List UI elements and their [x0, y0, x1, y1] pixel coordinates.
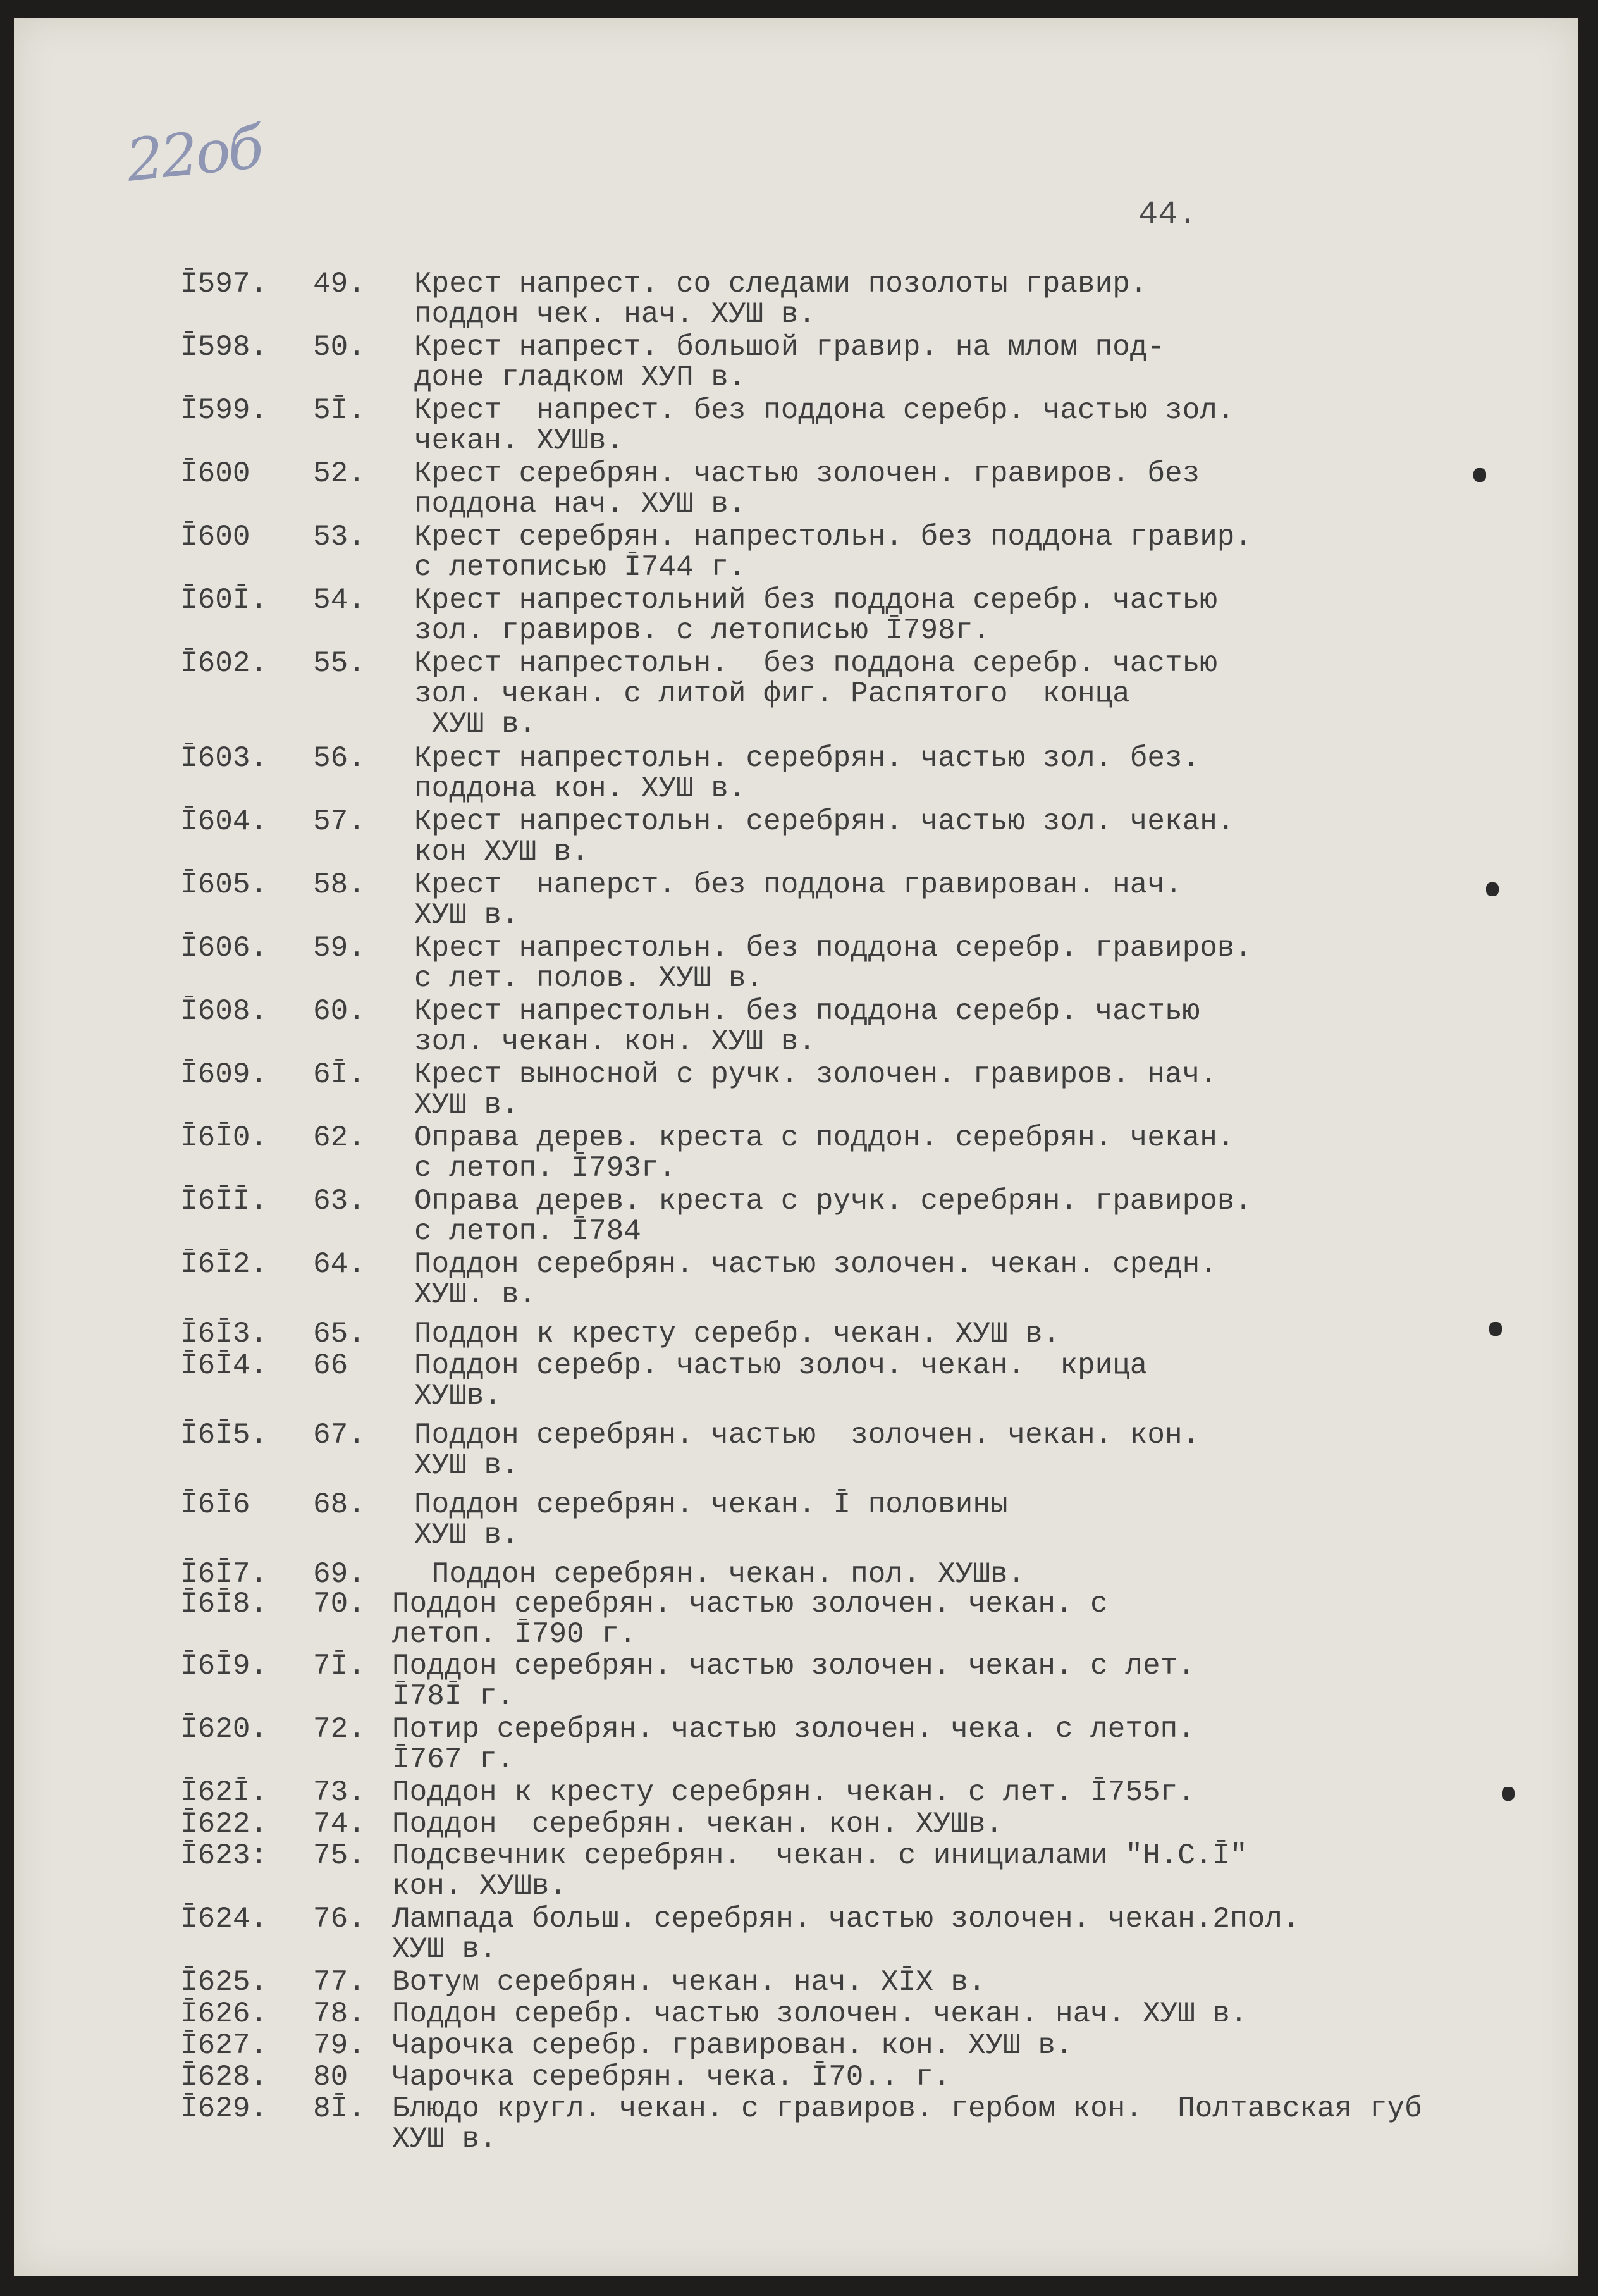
- item-description-continued: кон. ХУШв.: [392, 1870, 567, 1903]
- ink-spot: [1486, 882, 1499, 896]
- inventory-number: Ī608.: [180, 995, 268, 1028]
- item-description: Крест серебрян. частью золочен. гравиров. без: [414, 457, 1200, 490]
- item-number: 66: [313, 1349, 348, 1382]
- inventory-number: Ī600: [180, 521, 250, 553]
- item-description-continued: Ī767 г.: [392, 1743, 515, 1776]
- item-number: 52.: [313, 457, 366, 490]
- item-description: Крест серебрян. напрестольн. без поддона гравир.: [414, 521, 1253, 553]
- item-number: 65.: [313, 1318, 366, 1350]
- item-number: 56.: [313, 742, 366, 775]
- inventory-number: Ī6Ī4.: [180, 1349, 268, 1382]
- item-number: 60.: [313, 995, 366, 1028]
- item-number: 54.: [313, 584, 366, 617]
- item-description: Крест напрест. большой гравир. на млом под-: [414, 331, 1165, 364]
- item-description-continued: с летописью Ī744 г.: [414, 551, 746, 584]
- inventory-number: Ī603.: [180, 742, 268, 775]
- item-number: 70.: [313, 1588, 366, 1620]
- inventory-number: Ī605.: [180, 868, 268, 901]
- item-description: Крест напрестольн. без поддона серебр. частью: [414, 647, 1217, 680]
- item-number: 64.: [313, 1248, 366, 1281]
- item-description: Поддон серебрян. чекан. кон. ХУШв.: [392, 1808, 1004, 1841]
- item-number: 75.: [313, 1839, 366, 1872]
- item-description-continued: чекан. ХУШв.: [414, 424, 624, 457]
- inventory-number: Ī602.: [180, 647, 268, 680]
- inventory-number: Ī625.: [180, 1966, 268, 1999]
- item-description: Лампада больш. серебрян. частью золочен. чекан.2пол.: [392, 1903, 1300, 1935]
- inventory-number: Ī620.: [180, 1713, 268, 1746]
- item-number: 73.: [313, 1776, 366, 1809]
- inventory-number: Ī6Ī6: [180, 1488, 250, 1521]
- item-number: 50.: [313, 331, 366, 364]
- inventory-number: Ī6Ī3.: [180, 1318, 268, 1350]
- item-description-continued: зол. чекан. с литой фиг. Распятого конца: [414, 677, 1130, 710]
- item-description: Крест напрестольн. серебрян. частью зол. чекан.: [414, 805, 1235, 838]
- item-description: Подсвечник серебрян. чекан. с инициалами "Н.С.Ī": [392, 1839, 1248, 1872]
- item-description-continued: поддон чек. нач. ХУШ в.: [414, 298, 816, 331]
- item-description: Поддон серебр. частью золочен. чекан. нач. ХУШ в.: [392, 1997, 1248, 2030]
- inventory-number: Ī62Ī.: [180, 1776, 268, 1809]
- item-description-continued: с летоп. Ī784: [414, 1215, 641, 1248]
- item-description: Крест наперст. без поддона гравирован. нач.: [414, 868, 1183, 901]
- item-description: Поддон серебрян. частью золочен. чекан. кон.: [414, 1419, 1200, 1452]
- item-number: 80: [313, 2061, 348, 2094]
- item-description-continued: с летоп. Ī793г.: [414, 1152, 677, 1185]
- item-description: Поддон серебрян. частью золочен. чекан. с: [392, 1588, 1108, 1620]
- item-number: 55.: [313, 647, 366, 680]
- item-description: Поддон к кресту серебр. чекан. ХУШ в.: [414, 1318, 1060, 1350]
- item-description-continued: ХУШ в.: [414, 899, 519, 932]
- inventory-number: Ī629.: [180, 2092, 268, 2125]
- item-description-continued: ХУШ в.: [392, 2123, 497, 2156]
- item-number: 49.: [313, 268, 366, 300]
- item-description-continued: ХУШв.: [414, 1379, 502, 1412]
- item-description: Поддон серебрян. частью золочен. чекан. с лет.: [392, 1650, 1195, 1682]
- item-description-continued: Ī78Ī г.: [392, 1680, 515, 1713]
- item-number: 5Ī.: [313, 394, 366, 427]
- item-number: 77.: [313, 1966, 366, 1999]
- inventory-number: Ī627.: [180, 2029, 268, 2062]
- item-description-continued: с лет. полов. ХУШ в.: [414, 962, 764, 995]
- item-number: 78.: [313, 1997, 366, 2030]
- item-description: Поддон серебрян. чекан. Ī половины: [414, 1488, 1008, 1521]
- item-description-continued: ХУШ в.: [414, 1449, 519, 1482]
- item-description-continued: ХУШ в.: [414, 708, 537, 741]
- item-description: Оправа дерев. креста с ручк. серебрян. гравиров.: [414, 1185, 1253, 1218]
- item-description-continued: доне гладком ХУП в.: [414, 361, 746, 394]
- item-description-continued: ХУШ в.: [392, 1933, 497, 1966]
- item-description-continued: ХУШ в.: [414, 1089, 519, 1121]
- inventory-number: Ī6Ī9.: [180, 1650, 268, 1682]
- inventory-number: Ī6Ī7.: [180, 1558, 268, 1591]
- item-description-continued: зол. гравиров. с летописью Ī798г.: [414, 614, 990, 647]
- item-description: Крест напрестольн. без поддона серебр. гравиров.: [414, 932, 1253, 965]
- inventory-number: Ī606.: [180, 932, 268, 965]
- inventory-number: Ī598.: [180, 331, 268, 364]
- inventory-number: Ī599.: [180, 394, 268, 427]
- item-description: Крест напрестольний без поддона серебр. частью: [414, 584, 1217, 617]
- item-number: 74.: [313, 1808, 366, 1841]
- item-description: Чарочка серебрян. чека. Ī70.. г.: [392, 2061, 951, 2094]
- ink-spot: [1473, 468, 1486, 482]
- inventory-number: Ī597.: [180, 268, 268, 300]
- item-description-continued: кон ХУШ в.: [414, 836, 589, 868]
- item-number: 6Ī.: [313, 1058, 366, 1091]
- item-description: Блюдо кругл. чекан. с гравиров. гербом кон. Полтавская губ: [392, 2092, 1422, 2125]
- item-number: 69.: [313, 1558, 366, 1591]
- ink-spot: [1502, 1787, 1515, 1801]
- item-number: 76.: [313, 1903, 366, 1935]
- item-description-continued: ХУШ в.: [414, 1519, 519, 1552]
- inventory-number: Ī626.: [180, 1997, 268, 2030]
- inventory-number: Ī6ĪĪ.: [180, 1185, 268, 1218]
- item-number: 58.: [313, 868, 366, 901]
- item-description: Поддон серебрян. чекан. пол. ХУШв.: [414, 1558, 1026, 1591]
- item-description: Потир серебрян. частью золочен. чека. с летоп.: [392, 1713, 1195, 1746]
- item-number: 8Ī.: [313, 2092, 366, 2125]
- inventory-number: Ī6Ī8.: [180, 1588, 268, 1620]
- item-description: Крест напрест. со следами позолоты гравир.: [414, 268, 1148, 300]
- inventory-number: Ī6Ī5.: [180, 1419, 268, 1452]
- item-number: 63.: [313, 1185, 366, 1218]
- item-description: Вотум серебрян. чекан. нач. ХĪХ в.: [392, 1966, 986, 1999]
- item-description: Поддон серебр. частью золоч. чекан. крица: [414, 1349, 1148, 1382]
- item-description-continued: зол. чекан. кон. ХУШ в.: [414, 1025, 816, 1058]
- item-description: Оправа дерев. креста с поддон. серебрян. чекан.: [414, 1121, 1235, 1154]
- item-description: Крест напрестольн. серебрян. частью зол. без.: [414, 742, 1200, 775]
- item-description: Крест выносной с ручк. золочен. гравиров. нач.: [414, 1058, 1217, 1091]
- item-description: Крест напрестольн. без поддона серебр. частью: [414, 995, 1200, 1028]
- item-description: Чарочка серебр. гравирован. кон. ХУШ в.: [392, 2029, 1073, 2062]
- item-number: 79.: [313, 2029, 366, 2062]
- inventory-number: Ī622.: [180, 1808, 268, 1841]
- item-number: 72.: [313, 1713, 366, 1746]
- item-description-continued: летоп. Ī790 г.: [392, 1618, 637, 1651]
- inventory-number: Ī623:: [180, 1839, 268, 1872]
- inventory-number: Ī609.: [180, 1058, 268, 1091]
- handwritten-folio-annotation: 22об: [123, 113, 264, 195]
- item-description-continued: ХУШ. в.: [414, 1278, 537, 1311]
- inventory-number: Ī6Ī2.: [180, 1248, 268, 1281]
- item-description-continued: поддона нач. ХУШ в.: [414, 488, 746, 521]
- inventory-number: Ī600: [180, 457, 250, 490]
- item-number: 57.: [313, 805, 366, 838]
- item-description: Поддон к кресту серебрян. чекан. с лет. Ī755г.: [392, 1776, 1195, 1809]
- inventory-number: Ī6Ī0.: [180, 1121, 268, 1154]
- item-number: 67.: [313, 1419, 366, 1452]
- inventory-number: Ī60Ī.: [180, 584, 268, 617]
- inventory-number: Ī604.: [180, 805, 268, 838]
- item-number: 62.: [313, 1121, 366, 1154]
- item-number: 68.: [313, 1488, 366, 1521]
- item-description: Поддон серебрян. частью золочен. чекан. средн.: [414, 1248, 1217, 1281]
- item-number: 53.: [313, 521, 366, 553]
- page-number: 44.: [1138, 196, 1198, 233]
- inventory-number: Ī628.: [180, 2061, 268, 2094]
- ink-spot: [1489, 1322, 1502, 1336]
- item-description-continued: поддона кон. ХУШ в.: [414, 772, 746, 805]
- inventory-number: Ī624.: [180, 1903, 268, 1935]
- item-number: 59.: [313, 932, 366, 965]
- item-number: 7Ī.: [313, 1650, 366, 1682]
- item-description: Крест напрест. без поддона серебр. частью зол.: [414, 394, 1235, 427]
